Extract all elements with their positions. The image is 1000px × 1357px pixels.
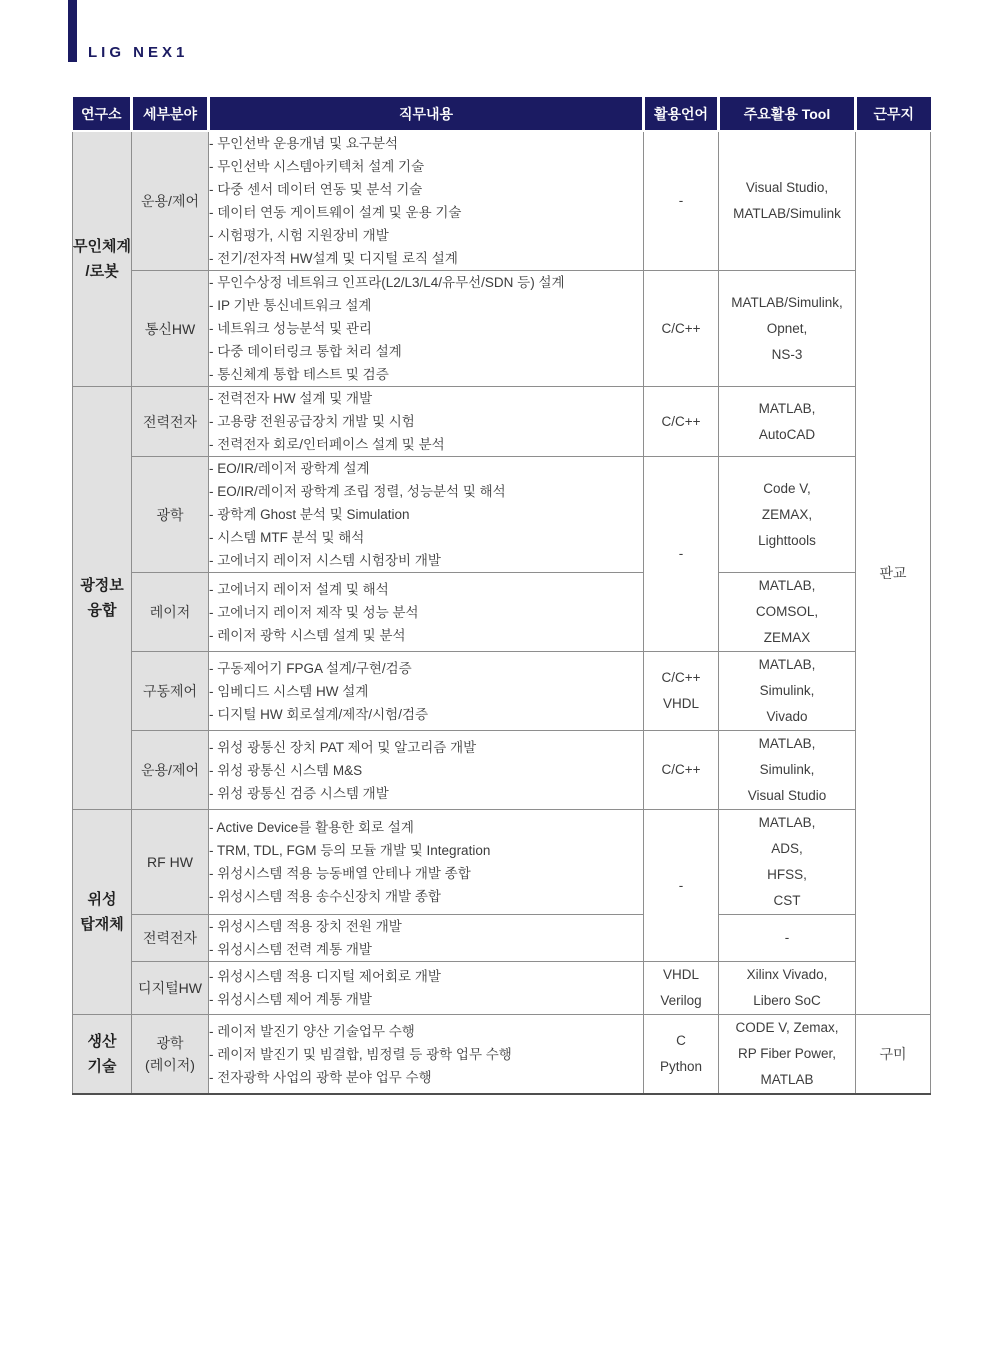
cell-line: Opnet, [766, 320, 808, 336]
cell-line: NS-3 [771, 346, 803, 362]
duty-line: - 통신체계 통합 테스트 및 검증 [209, 367, 389, 382]
duties-cell [209, 131, 644, 271]
cell-line: MATLAB, [758, 736, 816, 751]
tools-cell [719, 652, 856, 731]
field-cell [132, 387, 209, 457]
duty-line: - 다중 데이터링크 통합 처리 설계 [209, 344, 402, 359]
table-row [73, 1015, 931, 1095]
cell-line: C/C++ [661, 413, 701, 429]
field-cell [132, 573, 209, 652]
duties-cell [209, 573, 644, 652]
duty-line: - 임베디드 시스템 HW 설계 [209, 683, 369, 699]
header-duties: 직무내용 [209, 97, 644, 131]
cell-line: Verilog [660, 993, 702, 1008]
duty-line: - 시험평가, 시험 지원장비 개발 [209, 228, 389, 243]
field-cell [132, 810, 209, 915]
duty-line: - TRM, TDL, FGM 등의 모듈 개발 및 Integration [209, 843, 491, 858]
cell-line: 탑재체 [80, 916, 124, 933]
cell-line: 전력전자 [142, 930, 198, 946]
cell-line: 구미 [879, 1046, 907, 1062]
header-field: 세부분야 [132, 97, 209, 131]
table-row [73, 915, 931, 962]
table-row [73, 652, 931, 731]
table-row [73, 457, 931, 573]
cell-line: CODE V, Zemax, [735, 1020, 839, 1035]
cell-line: MATLAB, [758, 657, 816, 672]
duty-line: - 레이저 광학 시스템 설계 및 분석 [209, 627, 406, 643]
cell-line: C [676, 1033, 686, 1048]
duty-line: - 고에너지 레이저 설계 및 해석 [209, 581, 389, 597]
field-cell [132, 131, 209, 271]
cell-line: Xilinx Vivado, [746, 967, 828, 982]
institute-cell [73, 810, 132, 1015]
duty-line: - 위성시스템 제어 계통 개발 [209, 992, 372, 1007]
cell-line: Lighttools [758, 532, 816, 548]
field-cell [132, 915, 209, 962]
language-cell [644, 810, 719, 962]
tools-cell [719, 731, 856, 810]
duties-cell [209, 271, 644, 387]
cell-line: HFSS, [767, 867, 807, 882]
cell-line: 레이저 [149, 604, 191, 620]
cell-line: MATLAB, [758, 815, 816, 830]
cell-line: Simulink, [759, 762, 815, 777]
language-cell [644, 131, 719, 271]
duty-line: - EO/IR/레이저 광학계 설계 [209, 461, 370, 476]
duty-line: - 시스템 MTF 분석 및 해석 [209, 530, 365, 545]
cell-line: Visual Studio [747, 788, 827, 803]
duty-line: - 레이저 발진기 양산 기술업무 수행 [209, 1023, 415, 1039]
cell-line: MATLAB, [758, 400, 816, 416]
cell-line: MATLAB, [758, 578, 816, 593]
cell-line: Simulink, [759, 683, 815, 698]
duty-line: - 다중 센서 데이터 연동 및 분석 기술 [209, 182, 423, 197]
institute-cell [73, 387, 132, 810]
cell-line: 광정보 [80, 577, 124, 594]
duty-line: - 전기/전자적 HW설계 및 디지털 로직 설계 [209, 251, 458, 266]
cell-line: C/C++ [661, 670, 701, 685]
duty-line: - 디지털 HW 회로설계/제작/시험/검증 [209, 706, 429, 722]
language-cell [644, 962, 719, 1015]
cell-line: MATLAB/Simulink, [731, 294, 843, 310]
tools-cell [719, 915, 856, 962]
field-cell [132, 457, 209, 573]
duty-line: - 전력전자 회로/인터페이스 설계 및 분석 [209, 437, 445, 452]
duties-cell [209, 387, 644, 457]
cell-line: 판교 [879, 565, 907, 581]
tools-cell [719, 457, 856, 573]
cell-line: VHDL [662, 696, 699, 711]
tools-cell [719, 962, 856, 1015]
institute-cell [73, 1015, 132, 1095]
cell-line: C/C++ [661, 762, 701, 777]
table-row [73, 387, 931, 457]
table-body [73, 131, 931, 1094]
duty-line: - 무인선박 운용개념 및 요구분석 [209, 136, 399, 151]
job-description-table [72, 97, 931, 1095]
cell-line: - [678, 546, 684, 561]
header-location: 근무지 [856, 97, 931, 131]
duty-line: - 전력전자 HW 설계 및 개발 [209, 391, 373, 406]
duty-line: - 네트워크 성능분석 및 관리 [209, 321, 372, 336]
duty-line: - Active Device를 활용한 회로 설계 [209, 820, 414, 835]
duty-line: - 레이저 발진기 및 빔결합, 빔정렬 등 광학 업무 수행 [209, 1046, 512, 1062]
cell-line: Visual Studio, [745, 180, 829, 195]
language-cell [644, 271, 719, 387]
table-row [73, 131, 931, 271]
duties-cell [209, 810, 644, 915]
tools-cell [719, 810, 856, 915]
brand-logo: LIG NEX1 [88, 44, 189, 61]
duty-line: - 위성시스템 적용 디지털 제어회로 개발 [209, 969, 441, 984]
header-language: 활용언어 [644, 97, 719, 131]
cell-line: MATLAB/Simulink [733, 206, 841, 221]
duty-line: - EO/IR/레이저 광학계 조립 정렬, 성능분석 및 해석 [209, 484, 506, 499]
duties-cell [209, 1015, 644, 1095]
cell-line: 통신HW [144, 320, 196, 337]
location-cell [856, 131, 931, 1015]
duty-line: - 데이터 연동 게이트웨이 설계 및 운용 기술 [209, 205, 462, 220]
duty-line: - 위성 광통신 장치 PAT 제어 및 알고리즘 개발 [209, 739, 477, 755]
cell-line: VHDL [662, 967, 699, 982]
cell-line: ADS, [771, 841, 803, 856]
duties-cell [209, 915, 644, 962]
cell-line: 구동제어 [142, 683, 198, 699]
cell-line: 광학 [156, 1035, 184, 1051]
cell-line: Libero SoC [753, 993, 821, 1008]
cell-line: Code V, [763, 480, 811, 496]
duty-line: - 구동제어기 FPGA 설계/구현/검증 [209, 660, 412, 676]
table-row [73, 731, 931, 810]
field-cell [132, 1015, 209, 1095]
language-cell [644, 731, 719, 810]
language-cell [644, 457, 719, 652]
duty-line: - 전자광학 사업의 광학 분야 업무 수행 [209, 1069, 432, 1085]
cell-line: - [678, 193, 684, 208]
field-cell [132, 652, 209, 731]
cell-line: COMSOL, [755, 604, 819, 619]
tools-cell [719, 271, 856, 387]
cell-line: 운용/제어 [141, 193, 199, 209]
duty-line: - IP 기반 통신네트워크 설계 [209, 298, 372, 313]
cell-line: 디지털HW [138, 980, 202, 996]
table-row [73, 271, 931, 387]
cell-line: 생산 [87, 1033, 117, 1050]
duty-line: - 위성시스템 적용 송수신장치 개발 종합 [209, 889, 441, 904]
duty-line: - 광학계 Ghost 분석 및 Simulation [209, 507, 410, 522]
language-cell [644, 1015, 719, 1095]
cell-line: - [678, 877, 684, 893]
cell-line: ZEMAX [763, 630, 811, 645]
tools-cell [719, 387, 856, 457]
cell-line: Python [659, 1059, 703, 1074]
duties-cell [209, 731, 644, 810]
cell-line: C/C++ [661, 320, 701, 336]
table-row [73, 810, 931, 915]
header-row [73, 97, 931, 131]
cell-line: CST [773, 893, 801, 908]
duty-line: - 위성시스템 전력 계통 개발 [209, 942, 372, 957]
duty-line: - 위성시스템 적용 능동배열 안테나 개발 종합 [209, 866, 471, 881]
cell-line: 전력전자 [142, 413, 198, 430]
duty-line: - 무인선박 시스템아키텍처 설계 기술 [209, 159, 425, 174]
tools-cell [719, 1015, 856, 1095]
duty-line: - 위성 광통신 시스템 M&S [209, 762, 363, 778]
tools-cell [719, 131, 856, 271]
cell-line: 운용/제어 [141, 762, 199, 778]
duty-line: - 위성 광통신 검증 시스템 개발 [209, 785, 389, 801]
brand-accent-bar [68, 0, 77, 62]
cell-line: /로봇 [85, 263, 119, 280]
cell-line: 기술 [87, 1058, 117, 1075]
language-cell [644, 652, 719, 731]
duty-line: - 고용량 전원공급장치 개발 및 시험 [209, 414, 415, 429]
cell-line: RP Fiber Power, [737, 1046, 837, 1061]
cell-line: Vivado [766, 709, 808, 724]
duty-line: - 무인수상정 네트워크 인프라(L2/L3/L4/유무선/SDN 등) 설계 [209, 275, 565, 290]
cell-line: RF HW [147, 854, 193, 870]
cell-line: 위성 [87, 891, 117, 908]
cell-line: (레이저) [145, 1057, 195, 1073]
cell-line: - [784, 930, 790, 945]
table-row [73, 962, 931, 1015]
table-header [73, 97, 931, 131]
field-cell [132, 962, 209, 1015]
tools-cell [719, 573, 856, 652]
duties-cell [209, 962, 644, 1015]
duty-line: - 위성시스템 적용 장치 전원 개발 [209, 919, 402, 934]
cell-line: 무인체계 [73, 238, 131, 255]
location-cell [856, 1015, 931, 1095]
field-cell [132, 731, 209, 810]
header-institute: 연구소 [73, 97, 132, 131]
cell-line: MATLAB [760, 1072, 814, 1087]
field-cell [132, 271, 209, 387]
cell-line: 융합 [87, 602, 117, 619]
language-cell [644, 387, 719, 457]
duty-line: - 고에너지 레이저 제작 및 성능 분석 [209, 604, 419, 620]
duties-cell [209, 457, 644, 573]
table-row [73, 573, 931, 652]
cell-line: AutoCAD [758, 426, 816, 442]
duties-cell [209, 652, 644, 731]
cell-line: 광학 [156, 506, 184, 523]
cell-line: ZEMAX, [761, 506, 813, 522]
duty-line: - 고에너지 레이저 시스템 시험장비 개발 [209, 553, 441, 568]
institute-cell [73, 131, 132, 387]
header-tools: 주요활용 Tool [719, 97, 856, 131]
